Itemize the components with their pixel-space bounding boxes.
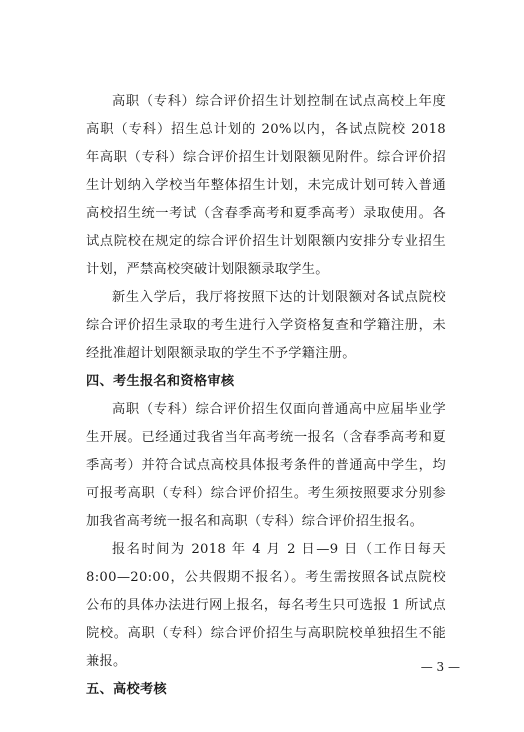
section-heading-4: 四、考生报名和资格审核 (86, 374, 235, 389)
paragraph-enrollment-plan: 高职（专科）综合评价招生计划控制在试点高校上年度高职（专科）招生总计划的 20%以内，各试点院校 2018 年高职（专科）综合评价招生计划限额见附件。综合评价招生计划纳入学校当年整体招生计划，未完成计划可转入普通高校招生统一考试（含春季高考和夏季高考）录取使用。各试点院校在规定的综合评价招生计划限额内安排分专业招生计划，严禁高校突破计划限额录取学生。 (86, 94, 446, 277)
document-body (86, 88, 446, 704)
section-heading-5: 五、高校考核 (86, 682, 167, 697)
paragraph-registration-time: 报名时间为 2018 年 4 月 2 日—9 日（工作日每天 8:00—20:00，公共假期不报名）。考生需按照各试点院校公布的具体办法进行网上报名，每名考生只可选报 1 所试点院校。高职（专科）综合评价招生与高职院校单独招生不能兼报。 (86, 542, 446, 669)
paragraph-registration-review: 新生入学后，我厅将按照下达的计划限额对各试点院校综合评价招生录取的考生进行入学资格复查和学籍注册，未经批准超计划限额录取的学生不予学籍注册。 (86, 290, 446, 361)
paragraph-eligibility: 高职（专科）综合评价招生仅面向普通高中应届毕业学生开展。已经通过我省当年高考统一报名（含春季高考和夏季高考）并符合试点高校具体报考条件的普通高中学生，均可报考高职（专科）综合评价招生。考生须按照要求分别参加我省高考统一报名和高职（专科）综合评价招生报名。 (86, 402, 446, 529)
page-number: — 3 — (420, 660, 460, 674)
